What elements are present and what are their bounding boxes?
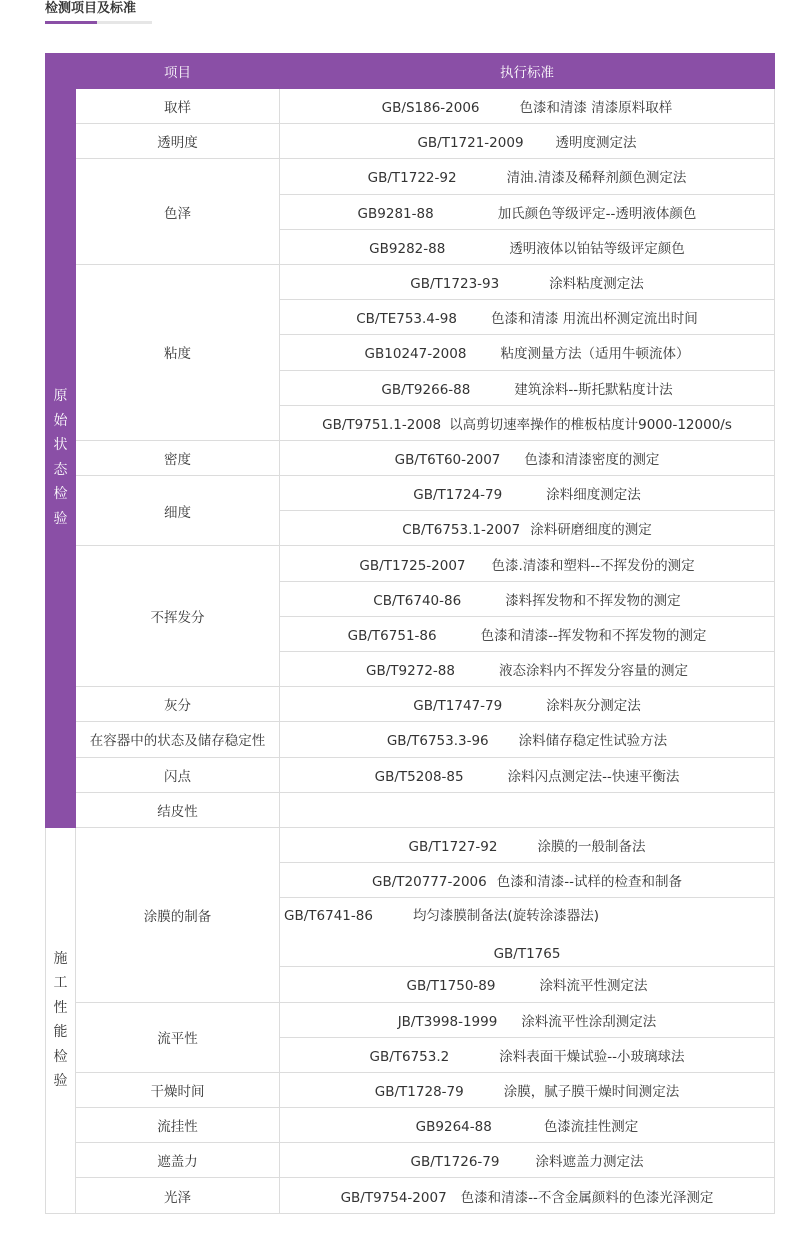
- standard-name: 粘度测量方法（适用牛顿流体）: [500, 346, 690, 363]
- standard-cell: [280, 89, 775, 124]
- standard-name: 涂料灰分测定法: [546, 698, 641, 715]
- standard-cell: [280, 1178, 775, 1213]
- standard-code: GB/T1725-2007: [359, 557, 466, 574]
- standard-name: 涂料流平性涂刮测定法: [521, 1013, 657, 1030]
- table-row: [46, 827, 775, 862]
- standard-name: 色漆流挂性测定: [543, 1119, 639, 1136]
- standard-cell: [280, 1108, 775, 1143]
- table-row: [46, 687, 775, 722]
- table-row: [46, 89, 775, 124]
- item-cell: 流挂性: [76, 1108, 280, 1143]
- item-cell: 流平性: [76, 1002, 280, 1072]
- standard-cell: [280, 159, 775, 194]
- item-cell: 光泽: [76, 1178, 280, 1213]
- group-label-text: 施 工 性 能 检 验: [53, 950, 68, 1090]
- title-underline-accent: [45, 21, 97, 24]
- standard-cell: [280, 722, 775, 757]
- standard-code-extra: GB/T1765: [493, 946, 561, 963]
- title-underline: [45, 21, 152, 24]
- standard-name: 加氏颜色等级评定--透明液体颜色: [497, 205, 697, 222]
- standard-name: 透明液体以铂钴等级评定颜色: [509, 240, 685, 257]
- standard-code: GB/T6741-86: [284, 908, 373, 925]
- item-cell: 粘度: [76, 264, 280, 440]
- standard-cell: [280, 581, 775, 616]
- standard-cell: [280, 1037, 775, 1072]
- item-cell: 闪点: [76, 757, 280, 792]
- standard-cell: [280, 1002, 775, 1037]
- standard-name: 漆料挥发物和不挥发物的测定: [505, 592, 681, 609]
- standard-cell: [280, 194, 775, 229]
- standard-name: 清油.清漆及稀释剂颜色测定法: [506, 170, 687, 187]
- standard-code: GB/T9266-88: [381, 381, 471, 398]
- standard-name: 色漆和清漆--不含金属颜料的色漆光泽测定: [460, 1189, 714, 1206]
- table-row: [46, 546, 775, 581]
- standard-code: GB/T9272-88: [366, 663, 455, 680]
- table-row: [46, 722, 775, 757]
- standard-name: 涂膜，腻子膜干燥时间测定法: [503, 1083, 680, 1100]
- standard-cell: [280, 616, 775, 651]
- standard-name: 涂料储存稳定性试验方法: [518, 733, 668, 750]
- table-row: [46, 1108, 775, 1143]
- standard-cell: [280, 546, 775, 581]
- standard-code: GB/T9754-2007: [340, 1189, 447, 1206]
- standard-code: GB/T1724-79: [413, 487, 503, 504]
- standard-name: 色漆和清漆--挥发物和不挥发物的测定: [480, 627, 707, 644]
- standard-code: CB/T6740-86: [373, 592, 462, 609]
- standard-name: 涂料细度测定法: [546, 487, 641, 504]
- table-row: [46, 440, 775, 475]
- standard-name: 涂料粘度测定法: [549, 276, 644, 293]
- standard-cell: [280, 1143, 775, 1178]
- group-label-application: [46, 827, 76, 1213]
- standard-code: GB/T1747-79: [413, 698, 503, 715]
- standard-name: 透明度测定法: [555, 135, 637, 152]
- standard-code: GB/T1750-89: [406, 978, 496, 995]
- standard-code: GB/T9751.1-2008: [322, 416, 442, 433]
- standard-name: 涂料闪点测定法--快速平衡法: [507, 768, 680, 785]
- standard-code: GB/S186-2006: [381, 100, 480, 117]
- standard-name: 色漆和清漆 清漆原料取样: [519, 100, 673, 117]
- standard-code: GB9281-88: [357, 205, 434, 222]
- item-cell: 透明度: [76, 124, 280, 159]
- standard-code: GB/T1728-79: [374, 1083, 464, 1100]
- table-row: [46, 1002, 775, 1037]
- standard-cell: [280, 511, 775, 546]
- standard-code: GB/T1722-92: [367, 170, 457, 187]
- standard-name: 涂膜的一般制备法: [537, 839, 646, 856]
- standard-code: CB/T6753.1-2007: [402, 522, 521, 539]
- item-cell: 干燥时间: [76, 1072, 280, 1107]
- table-row: [46, 792, 775, 827]
- table-row: [46, 264, 775, 299]
- item-cell: 灰分: [76, 687, 280, 722]
- standard-cell: [280, 827, 775, 862]
- standard-code: GB/T6751-86: [347, 627, 437, 644]
- standard-cell: [280, 300, 775, 335]
- standard-name: 涂料流平性测定法: [539, 978, 648, 995]
- standard-cell: [280, 124, 775, 159]
- item-cell: 在容器中的状态及储存稳定性: [76, 722, 280, 757]
- standard-cell: [280, 967, 775, 1002]
- item-cell: 色泽: [76, 159, 280, 265]
- standard-code: JB/T3998-1999: [397, 1013, 498, 1030]
- standard-name: 色漆和清漆密度的测定: [524, 451, 660, 468]
- item-cell: 细度: [76, 476, 280, 546]
- standard-name: 色漆和清漆--试样的检查和制备: [496, 874, 682, 891]
- item-cell: 涂膜的制备: [76, 827, 280, 1002]
- standard-code: GB/T6753.3-96: [386, 733, 489, 750]
- item-cell: 不挥发分: [76, 546, 280, 687]
- standard-code: GB/T1721-2009: [417, 135, 524, 152]
- standard-cell: [280, 229, 775, 264]
- standard-code: GB/T1727-92: [408, 839, 498, 856]
- standard-code: GB9282-88: [369, 240, 446, 257]
- standard-name: 色漆.清漆和塑料--不挥发份的测定: [491, 557, 695, 574]
- header-item: 项目: [76, 54, 280, 89]
- table-header-row: [46, 54, 775, 89]
- standard-code: GB/T6T60-2007: [394, 451, 501, 468]
- standard-cell: [280, 264, 775, 299]
- standard-code: GB/T5208-85: [374, 768, 464, 785]
- standard-cell: [280, 863, 775, 898]
- standard-name: 涂料研磨细度的测定: [530, 522, 652, 539]
- standard-code: CB/TE753.4-98: [356, 311, 457, 328]
- item-cell: 遮盖力: [76, 1143, 280, 1178]
- section-title: 检测项目及标准: [45, 1, 137, 16]
- standard-name: 涂料表面干燥试验--小玻璃球法: [499, 1048, 685, 1065]
- standard-cell: [280, 687, 775, 722]
- standard-name: 液态涂料内不挥发分容量的测定: [498, 663, 688, 680]
- standard-cell: [280, 1072, 775, 1107]
- standard-code: GB/T20777-2006: [372, 874, 487, 891]
- standard-cell: [280, 652, 775, 687]
- standard-name: 以高剪切速率操作的椎板枯度计9000-12000/s: [449, 416, 732, 433]
- standard-code: GB/T6753.2: [369, 1048, 450, 1065]
- standard-cell: [280, 405, 775, 440]
- table-row: [46, 1178, 775, 1213]
- standards-table: [45, 53, 775, 1214]
- standard-cell: [280, 476, 775, 511]
- group-label-text: 原 始 状 态 检 验: [53, 388, 68, 527]
- item-cell: 结皮性: [76, 792, 280, 827]
- standard-name: 涂料遮盖力测定法: [535, 1154, 644, 1171]
- standard-code: GB10247-2008: [364, 346, 467, 363]
- group-label-raw-state: [46, 89, 76, 828]
- header-standard: 执行标准: [280, 54, 775, 89]
- standard-code: GB9264-88: [415, 1119, 492, 1136]
- standard-cell: [280, 757, 775, 792]
- standard-cell: [280, 335, 775, 370]
- item-cell: 取样: [76, 89, 280, 124]
- standard-code: GB/T1723-93: [410, 276, 500, 293]
- standard-cell: [280, 370, 775, 405]
- table-row: [46, 124, 775, 159]
- header-group: [46, 54, 76, 89]
- standard-cell: [280, 792, 775, 827]
- table-row: [46, 1072, 775, 1107]
- table-row: [46, 757, 775, 792]
- standard-name: 建筑涂料--斯托默粘度计法: [514, 381, 673, 398]
- item-cell: 密度: [76, 440, 280, 475]
- standard-name: 均匀漆膜制备法(旋转涂漆器法): [412, 908, 599, 925]
- table-row: [46, 1143, 775, 1178]
- table-row: [46, 476, 775, 511]
- table-row: [46, 159, 775, 194]
- standard-name: 色漆和清漆 用流出杯测定流出时间: [490, 311, 698, 328]
- standard-code: GB/T1726-79: [410, 1154, 500, 1171]
- standard-cell: [280, 898, 775, 967]
- standard-cell: [280, 440, 775, 475]
